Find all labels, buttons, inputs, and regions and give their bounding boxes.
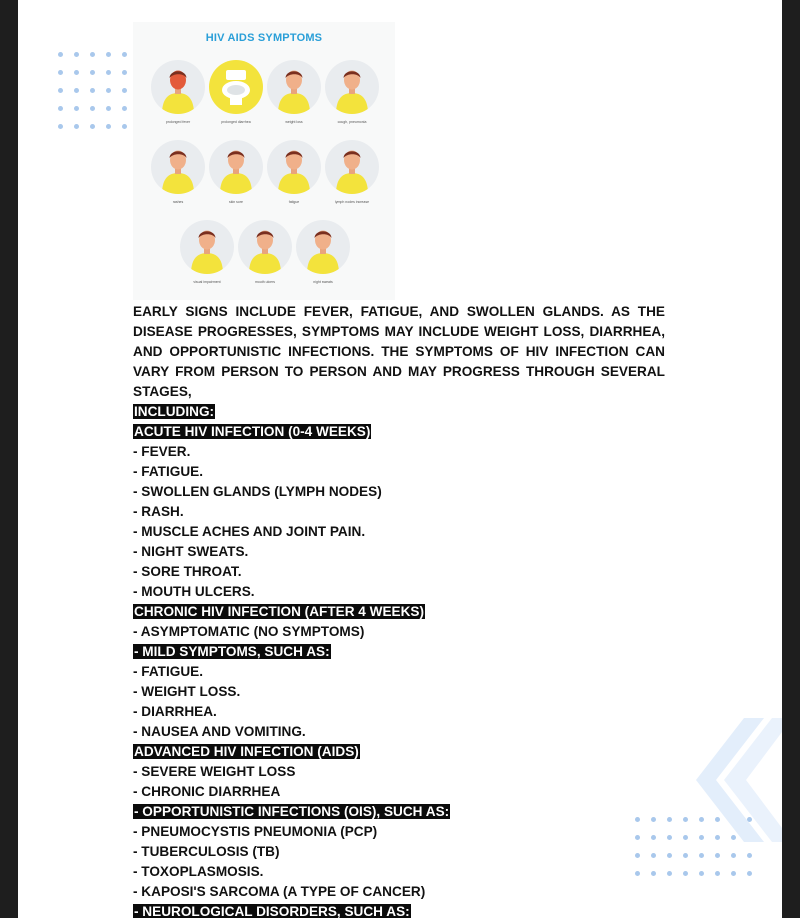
- symptom-item: [325, 60, 379, 124]
- symptom-list: [133, 402, 665, 918]
- list-item: [133, 762, 665, 782]
- night-sweats-person-icon: [296, 220, 350, 274]
- list-item: [133, 542, 665, 562]
- decor-dot: [699, 853, 704, 858]
- decor-dot: [74, 70, 79, 75]
- list-item: [133, 782, 665, 802]
- decor-dot: [58, 52, 63, 57]
- decor-dot: [106, 106, 111, 111]
- line-text: - TUBERCULOSIS (TB): [133, 844, 280, 859]
- line-text: - SEVERE WEIGHT LOSS: [133, 764, 296, 779]
- symptom-label: skin sore: [228, 200, 243, 204]
- line-text: - WEIGHT LOSS.: [133, 684, 241, 699]
- article-text: [133, 302, 665, 918]
- decor-dot: [122, 70, 127, 75]
- list-item: [133, 882, 665, 902]
- decor-dot: [731, 853, 736, 858]
- list-item: [133, 842, 665, 862]
- list-item: [133, 562, 665, 582]
- visual-impairment-person-icon: [180, 220, 234, 274]
- symptom-label: weight loss: [285, 120, 303, 124]
- decor-dot: [58, 106, 63, 111]
- mouth-ulcers-person-icon: [238, 220, 292, 274]
- decor-dot: [747, 853, 752, 858]
- list-item: [133, 622, 665, 642]
- decor-dot: [106, 70, 111, 75]
- decorative-chevron-icon: [686, 718, 782, 848]
- decor-dot: [58, 124, 63, 129]
- list-item: [133, 502, 665, 522]
- line-text: - SWOLLEN GLANDS (LYMPH NODES): [133, 484, 382, 499]
- decor-dot: [122, 52, 127, 57]
- line-text: - PNEUMOCYSTIS PNEUMONIA (PCP): [133, 824, 378, 839]
- lymph-nodes-person-icon: [325, 140, 379, 194]
- decor-dot: [715, 871, 720, 876]
- decor-dot: [74, 106, 79, 111]
- symptom-item: [267, 140, 321, 204]
- document-page: [18, 0, 782, 918]
- decor-dot: [747, 871, 752, 876]
- toilet-icon: [209, 60, 263, 114]
- highlighted-heading: [133, 602, 665, 622]
- list-item: [133, 702, 665, 722]
- symptom-item: [180, 220, 234, 284]
- poster-title: HIV AIDS SYMPTOMS: [205, 32, 323, 44]
- highlighted-heading: [133, 742, 665, 762]
- intro-paragraph: EARLY SIGNS INCLUDE FEVER, FATIGUE, AND SWOLLEN GLANDS. AS THE DISEASE PROGRESSES, SYMPTOMS MAY INCLUDE WEIGHT LOSS, DIARRHEA, AND OPPORTUNISTIC INFECTIONS. THE SYMPTOMS OF HIV INFECTION CAN VARY FROM PERSON TO PERSON AND MAY PROGRESS THROUGH SEVERAL STAGES,: [133, 304, 665, 399]
- decor-dot: [58, 70, 63, 75]
- decor-dot: [683, 871, 688, 876]
- line-text: - DIARRHEA.: [133, 704, 217, 719]
- line-text: - MUSCLE ACHES AND JOINT PAIN.: [133, 524, 366, 539]
- list-item: [133, 822, 665, 842]
- weight-loss-person-icon: [267, 60, 321, 114]
- line-text: - RASH.: [133, 504, 184, 519]
- line-text: - CHRONIC DIARRHEA: [133, 784, 281, 799]
- symptom-item: [151, 140, 205, 204]
- line-text: - MILD SYMPTOMS, SUCH AS:: [134, 644, 330, 659]
- rash-person-icon: [151, 140, 205, 194]
- decor-dot: [731, 871, 736, 876]
- decor-dot: [90, 88, 95, 93]
- decor-dot: [667, 871, 672, 876]
- decor-dot: [106, 52, 111, 57]
- decor-dot: [74, 124, 79, 129]
- highlighted-heading: [133, 642, 665, 662]
- hiv-symptoms-poster: [133, 22, 395, 300]
- symptom-label: rashes: [172, 200, 184, 204]
- symptom-item: [209, 60, 263, 124]
- decor-dot: [90, 52, 95, 57]
- symptom-label: fatigue: [288, 200, 300, 204]
- line-text: - NIGHT SWEATS.: [133, 544, 249, 559]
- line-text: - MOUTH ULCERS.: [133, 584, 255, 599]
- decor-dot: [715, 853, 720, 858]
- decor-dot: [74, 52, 79, 57]
- decorative-dot-grid-top-left: [58, 52, 127, 129]
- skin-sore-person-icon: [209, 140, 263, 194]
- highlighted-heading: [133, 422, 665, 442]
- decor-dot: [667, 817, 672, 822]
- highlighted-heading: [133, 902, 665, 918]
- symptom-label: cough, pneumonia: [337, 120, 367, 124]
- decor-dot: [90, 106, 95, 111]
- line-text: - FATIGUE.: [133, 664, 203, 679]
- symptom-label: lymph nodes increase: [334, 200, 370, 204]
- decor-dot: [667, 853, 672, 858]
- fever-person-icon: [151, 60, 205, 114]
- line-text: - NAUSEA AND VOMITING.: [133, 724, 306, 739]
- decor-dot: [106, 124, 111, 129]
- highlighted-heading: [133, 402, 665, 422]
- symptom-item: [296, 220, 350, 284]
- line-text: - SORE THROAT.: [133, 564, 242, 579]
- line-text: - KAPOSI'S SARCOMA (A TYPE OF CANCER): [133, 884, 426, 899]
- fatigue-person-icon: [267, 140, 321, 194]
- decor-dot: [122, 88, 127, 93]
- decor-dot: [106, 88, 111, 93]
- line-text: ACUTE HIV INFECTION (0-4 WEEKS): [134, 424, 371, 439]
- line-text: - FEVER.: [133, 444, 191, 459]
- symptom-label: prolonged fever: [165, 120, 191, 124]
- list-item: [133, 522, 665, 542]
- line-text: - OPPORTUNISTIC INFECTIONS (OIS), SUCH AS:: [134, 804, 450, 819]
- symptom-item: [325, 140, 379, 204]
- symptom-item: [238, 220, 292, 284]
- list-item: [133, 662, 665, 682]
- cough-person-icon: [325, 60, 379, 114]
- line-text: - FATIGUE.: [133, 464, 203, 479]
- symptom-label: visual impairment: [193, 280, 221, 284]
- decor-dot: [58, 88, 63, 93]
- decor-dot: [122, 106, 127, 111]
- line-text: INCLUDING:: [134, 404, 215, 419]
- decor-dot: [90, 124, 95, 129]
- line-text: ADVANCED HIV INFECTION (AIDS): [134, 744, 359, 759]
- list-item: [133, 482, 665, 502]
- decor-dot: [699, 871, 704, 876]
- decor-dot: [683, 853, 688, 858]
- symptom-label: mouth ulcers: [254, 280, 276, 284]
- list-item: [133, 862, 665, 882]
- decor-dot: [90, 70, 95, 75]
- decor-dot: [122, 124, 127, 129]
- list-item: [133, 442, 665, 462]
- symptom-label: night sweats: [313, 280, 333, 284]
- list-item: [133, 682, 665, 702]
- list-item: [133, 582, 665, 602]
- symptom-item: [151, 60, 205, 124]
- symptom-item: [267, 60, 321, 124]
- list-item: [133, 722, 665, 742]
- highlighted-heading: [133, 802, 665, 822]
- symptom-label: prolonged diarrhea: [221, 120, 251, 124]
- list-item: [133, 462, 665, 482]
- symptom-item: [209, 140, 263, 204]
- line-text: - NEUROLOGICAL DISORDERS, SUCH AS:: [134, 904, 410, 918]
- line-text: CHRONIC HIV INFECTION (AFTER 4 WEEKS): [134, 604, 425, 619]
- line-text: - ASYMPTOMATIC (NO SYMPTOMS): [133, 624, 365, 639]
- line-text: - TOXOPLASMOSIS.: [133, 864, 264, 879]
- decor-dot: [74, 88, 79, 93]
- decor-dot: [667, 835, 672, 840]
